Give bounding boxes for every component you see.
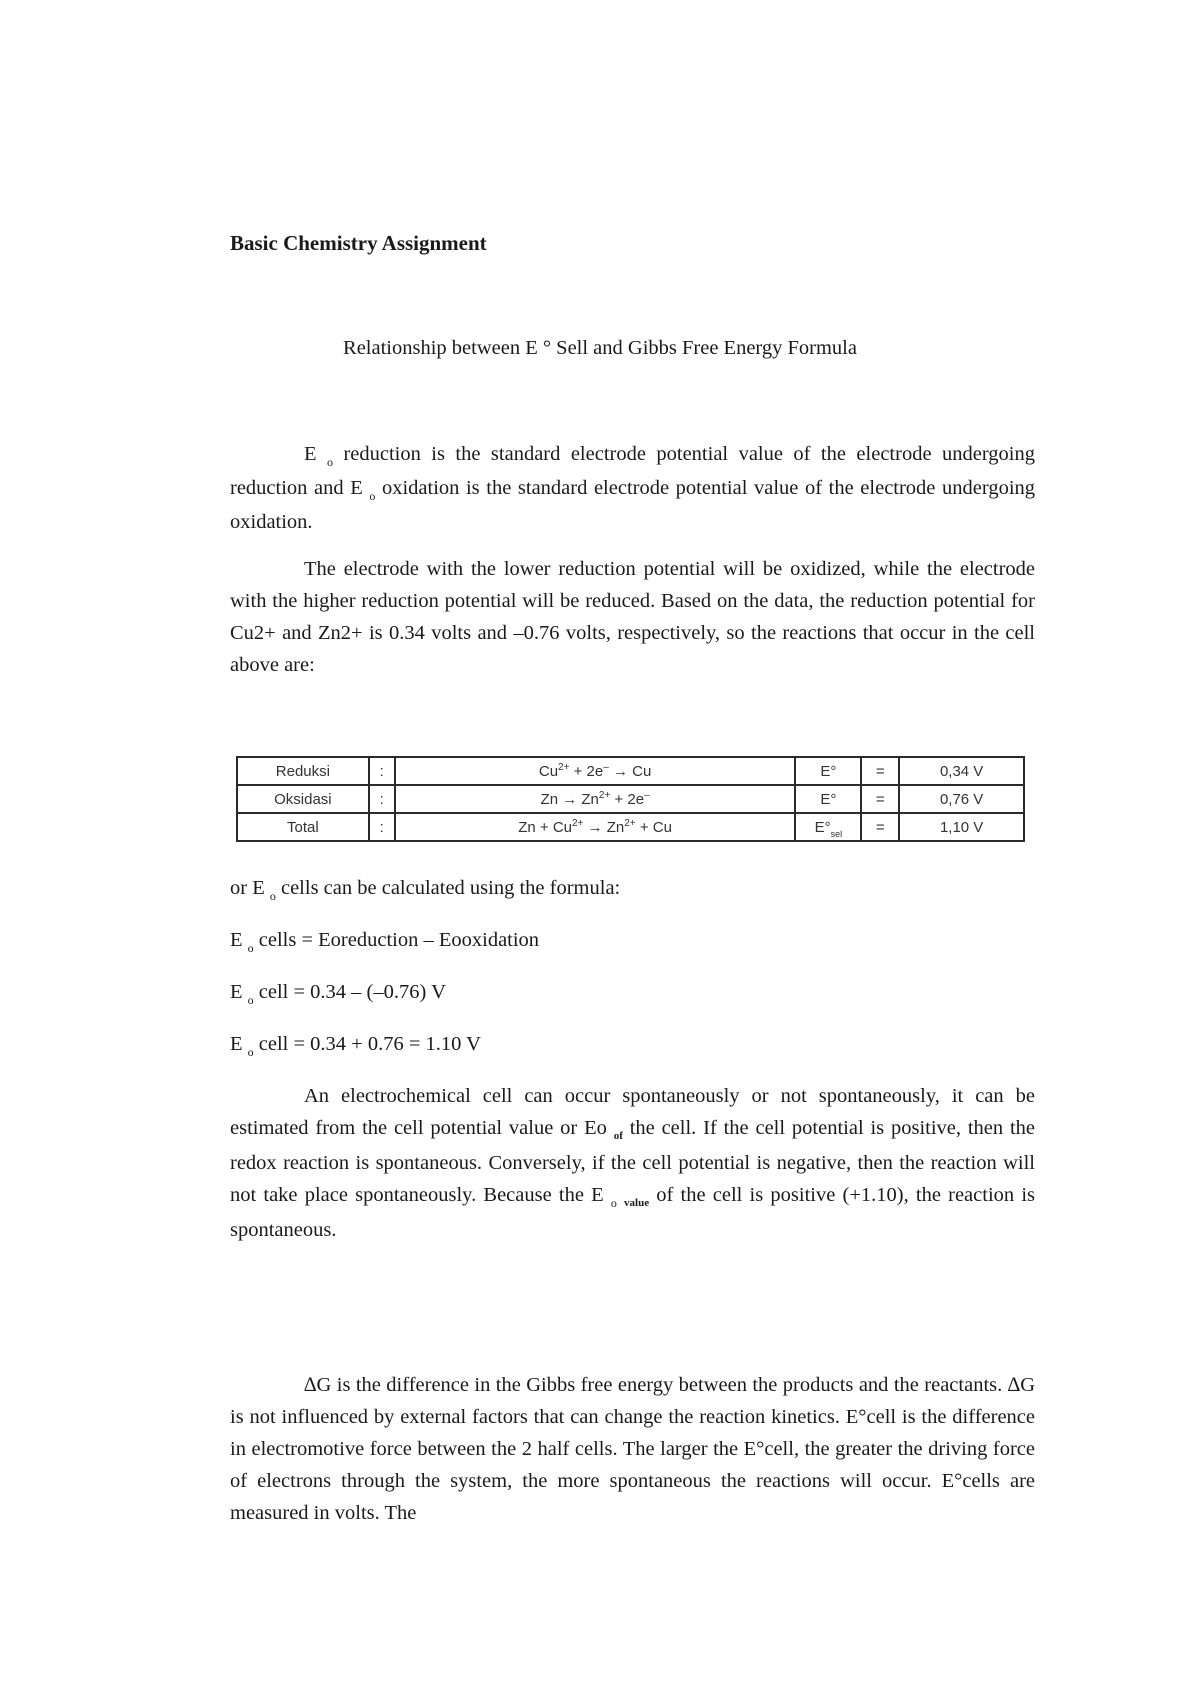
formula-intro: or E $_o$ cells can be calculated using the formula:: [230, 877, 621, 903]
potential-symbol: E°: [795, 757, 861, 785]
reaction-row: [237, 757, 1024, 785]
potential-value: 0,76 V: [899, 785, 1024, 813]
reaction-equation: $Zn \to Zn^{2+} + 2e^-$: [395, 785, 796, 813]
paragraph-spontaneity: An electrochemical cell can occur spontaneously or not spontaneously, it can be estimated from the cell potential value or Eo $_{of}$ the cell. If the cell potential is positive, then the redox reaction is spontaneous. Conversely, if the cell potential is negative, then the reaction will not take place spontaneously. Because the E $_o$ $_{value}$ of the cell is positive (+1.10), the reaction is spontaneous.: [230, 1085, 1036, 1241]
formula-line-1: E $_o$ cells = Eoreduction – Eooxidation: [230, 929, 540, 955]
reaction-label: Total: [237, 813, 369, 841]
potential-value: 1,10 V: [899, 813, 1024, 841]
potential-symbol: E°: [795, 785, 861, 813]
document-title: Basic Chemistry Assignment: [230, 231, 487, 255]
reaction-colon: :: [369, 757, 395, 785]
reaction-colon: :: [369, 813, 395, 841]
equals-sign: =: [861, 785, 899, 813]
paragraph-eo-definition: E $_o$ reduction is the standard electrode potential value of the electrode undergoing reduction and E $_o$ oxidation is the standard electrode potential value of the electrode undergoing oxidation.: [230, 443, 1036, 533]
reaction-label: Reduksi: [237, 757, 369, 785]
equals-sign: =: [861, 813, 899, 841]
formula-line-2: E $_o$ cell = 0.34 – (–0.76) V: [230, 981, 446, 1007]
paragraph-gibbs: ∆G is the difference in the Gibbs free energy between the products and the reactants. ∆G is not influenced by external factors that can change the reaction kinetics. E°cell is the difference in electromotive force between the 2 half cells. The larger the E°cell, the greater the driving force of electrons through the system, the more spontaneous the reactions will occur. E°cells are measured in volts. The: [230, 1374, 1035, 1524]
reaction-equation: $Cu^{2+} + 2e^- \to Cu$: [395, 757, 796, 785]
equals-sign: =: [861, 757, 899, 785]
document-subtitle: Relationship between E ° Sell and Gibbs Free Energy Formula: [343, 337, 857, 359]
formula-line-3: E $_o$ cell = 0.34 + 0.76 = 1.10 V: [230, 1033, 481, 1059]
reaction-label: Oksidasi: [237, 785, 369, 813]
reaction-equation: $Zn + Cu^{2+} \to Zn^{2+} + Cu$: [395, 813, 796, 841]
reaction-table: [236, 756, 1025, 842]
paragraph-reduction-potential: The electrode with the lower reduction potential will be oxidized, while the electrode with the higher reduction potential will be reduced. Based on the data, the reduction potential for Cu2+ and Zn2+ is 0.34 volts and –0.76 volts, respectively, so the reactions that occur in the cell above are:: [230, 558, 1035, 676]
potential-value: 0,34 V: [899, 757, 1024, 785]
potential-symbol: $E^\circ_{sel}$: [795, 813, 861, 841]
reaction-row: [237, 785, 1024, 813]
reaction-row: [237, 813, 1024, 841]
reaction-colon: :: [369, 785, 395, 813]
